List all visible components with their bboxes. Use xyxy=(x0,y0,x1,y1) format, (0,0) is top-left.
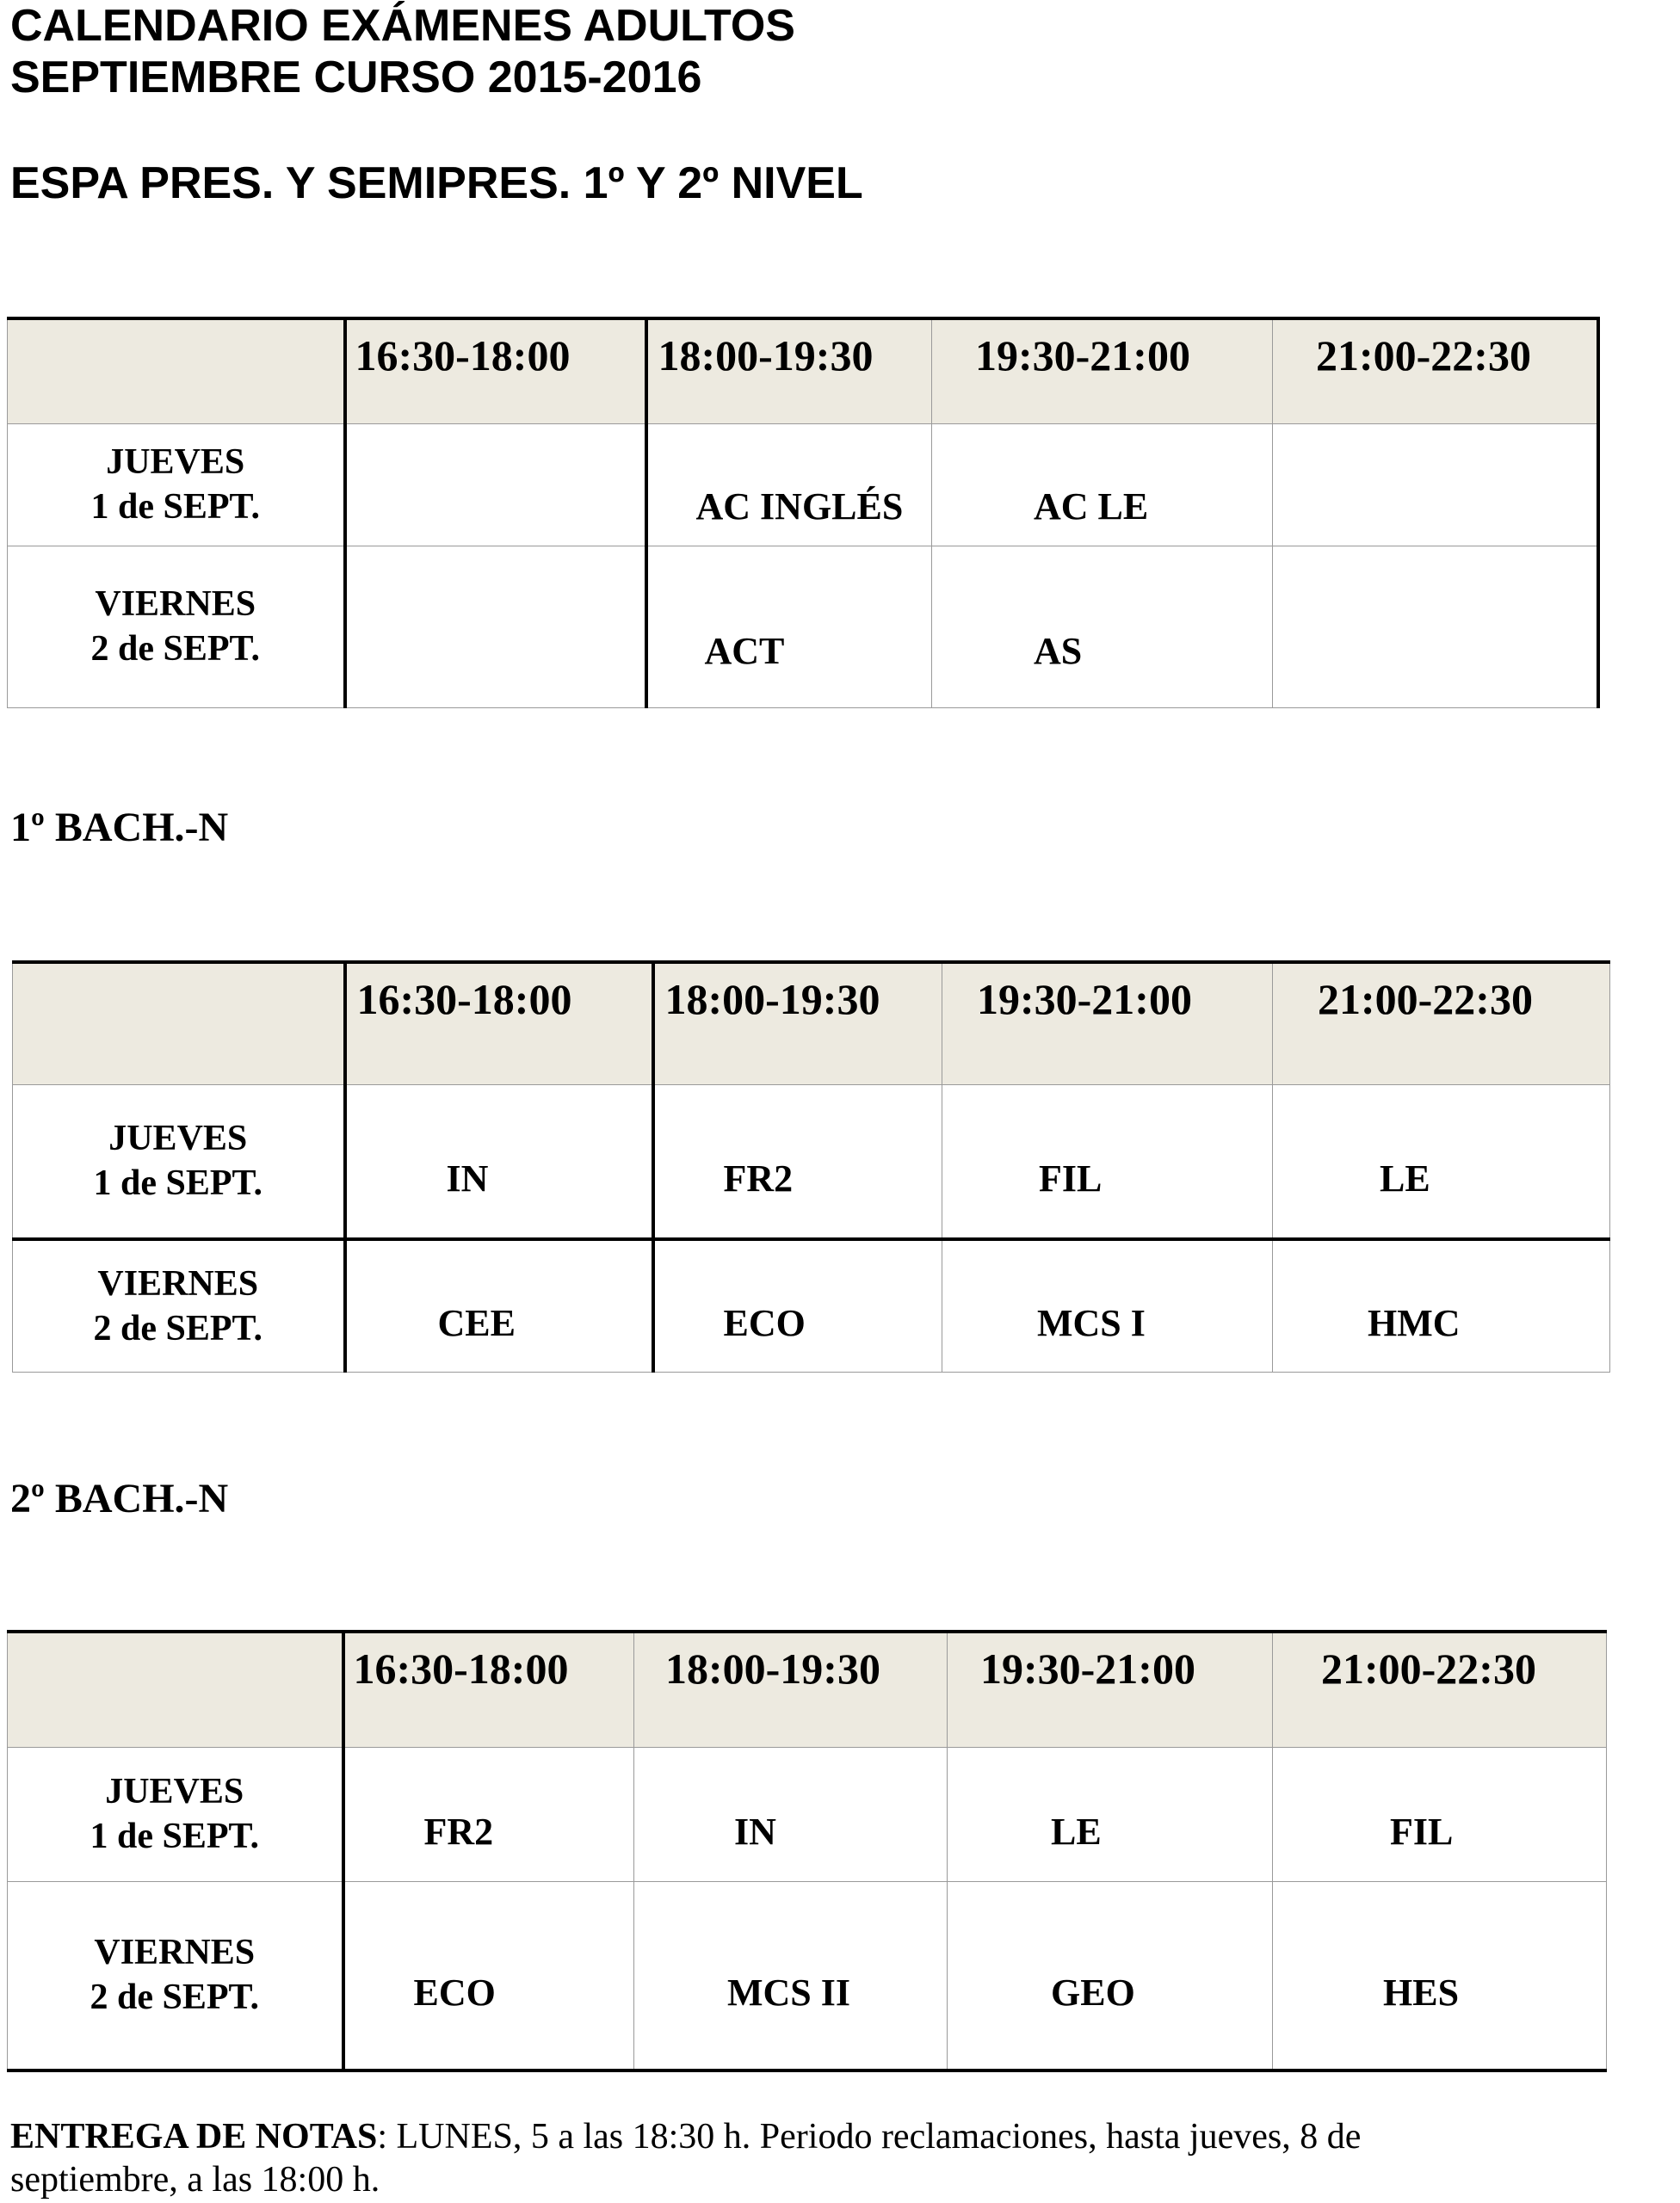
day-cell xyxy=(8,423,345,546)
section-title-bach1: 1º BACH.-N xyxy=(10,805,229,850)
time-slot-header: 18:00-19:30 xyxy=(646,318,932,423)
time-slot-header: 16:30-18:00 xyxy=(345,962,653,1084)
exam-cell xyxy=(345,423,646,546)
time-slot-header: 19:30-21:00 xyxy=(948,1632,1273,1747)
day-name: VIERNES xyxy=(97,1263,259,1304)
espa-schedule-table xyxy=(7,317,1600,708)
exam-cell: CEE xyxy=(345,1239,653,1372)
day-cell xyxy=(8,1881,343,2070)
day-name: JUEVES xyxy=(106,442,245,482)
exam-cell: AS xyxy=(932,546,1273,707)
exam-cell: FIL xyxy=(942,1084,1273,1239)
day-cell xyxy=(13,1239,345,1372)
footer-note xyxy=(10,2115,1491,2201)
day-date: 2 de SEPT. xyxy=(90,1978,259,2018)
time-slot-header: 18:00-19:30 xyxy=(634,1632,948,1747)
table-header-row xyxy=(8,1632,1607,1747)
exam-cell xyxy=(1273,423,1598,546)
empty-header-cell xyxy=(13,962,345,1084)
day-cell xyxy=(13,1084,345,1239)
exam-cell: AC INGLÉS xyxy=(646,423,932,546)
day-date: 1 de SEPT. xyxy=(90,1817,259,1856)
time-slot-header: 16:30-18:00 xyxy=(345,318,646,423)
day-date: 2 de SEPT. xyxy=(93,1308,262,1348)
time-slot-header: 21:00-22:30 xyxy=(1273,318,1598,423)
table-header-row xyxy=(8,318,1598,423)
table-row xyxy=(13,1084,1610,1239)
day-cell xyxy=(8,1747,343,1881)
day-cell xyxy=(8,546,345,707)
bach1-schedule-table xyxy=(12,960,1610,1373)
table-row xyxy=(8,546,1598,707)
exam-cell: AC LE xyxy=(932,423,1273,546)
time-slot-header: 19:30-21:00 xyxy=(942,962,1273,1084)
exam-cell: IN xyxy=(345,1084,653,1239)
day-date: 1 de SEPT. xyxy=(90,487,260,527)
section-title-espa: ESPA PRES. Y SEMIPRES. 1º Y 2º NIVEL xyxy=(10,158,863,208)
exam-cell: LE xyxy=(948,1747,1273,1881)
exam-cell: ECO xyxy=(343,1881,634,2070)
time-slot-header: 21:00-22:30 xyxy=(1273,1632,1607,1747)
section-title-bach2: 2º BACH.-N xyxy=(10,1476,229,1521)
exam-cell: ECO xyxy=(653,1239,942,1372)
footer-label: ENTREGA DE NOTAS xyxy=(10,2117,378,2157)
table-row xyxy=(8,1747,1607,1881)
table-row xyxy=(8,423,1598,546)
day-name: JUEVES xyxy=(108,1119,248,1159)
day-date: 2 de SEPT. xyxy=(90,629,260,669)
exam-cell: FIL xyxy=(1273,1747,1607,1881)
footer-text: : LUNES, 5 a las 18:30 h. Periodo reclamaciones, hasta jueves, 8 de septiembre, a las 18:00 h. xyxy=(10,2117,1362,2200)
exam-cell: GEO xyxy=(948,1881,1273,2070)
table-header-row xyxy=(13,962,1610,1084)
exam-cell: MCS II xyxy=(634,1881,948,2070)
exam-cell: FR2 xyxy=(653,1084,942,1239)
exam-cell: HMC xyxy=(1273,1239,1610,1372)
document-subtitle: SEPTIEMBRE CURSO 2015-2016 xyxy=(10,52,702,102)
empty-header-cell xyxy=(8,1632,343,1747)
day-date: 1 de SEPT. xyxy=(93,1163,262,1204)
exam-cell: LE xyxy=(1273,1084,1610,1239)
table-row xyxy=(13,1239,1610,1372)
bach2-schedule-table xyxy=(7,1630,1607,2072)
document-title: CALENDARIO EXÁMENES ADULTOS xyxy=(10,1,795,51)
table-row xyxy=(8,1881,1607,2070)
time-slot-header: 21:00-22:30 xyxy=(1273,962,1610,1084)
day-name: VIERNES xyxy=(94,1933,256,1973)
day-name: JUEVES xyxy=(105,1772,244,1811)
time-slot-header: 16:30-18:00 xyxy=(343,1632,634,1747)
time-slot-header: 19:30-21:00 xyxy=(932,318,1273,423)
exam-cell: ACT xyxy=(646,546,932,707)
day-name: VIERNES xyxy=(95,584,256,624)
exam-cell: FR2 xyxy=(343,1747,634,1881)
exam-cell: HES xyxy=(1273,1881,1607,2070)
exam-cell xyxy=(1273,546,1598,707)
time-slot-header: 18:00-19:30 xyxy=(653,962,942,1084)
empty-header-cell xyxy=(8,318,345,423)
exam-cell: MCS I xyxy=(942,1239,1273,1372)
exam-cell: IN xyxy=(634,1747,948,1881)
exam-cell xyxy=(345,546,646,707)
